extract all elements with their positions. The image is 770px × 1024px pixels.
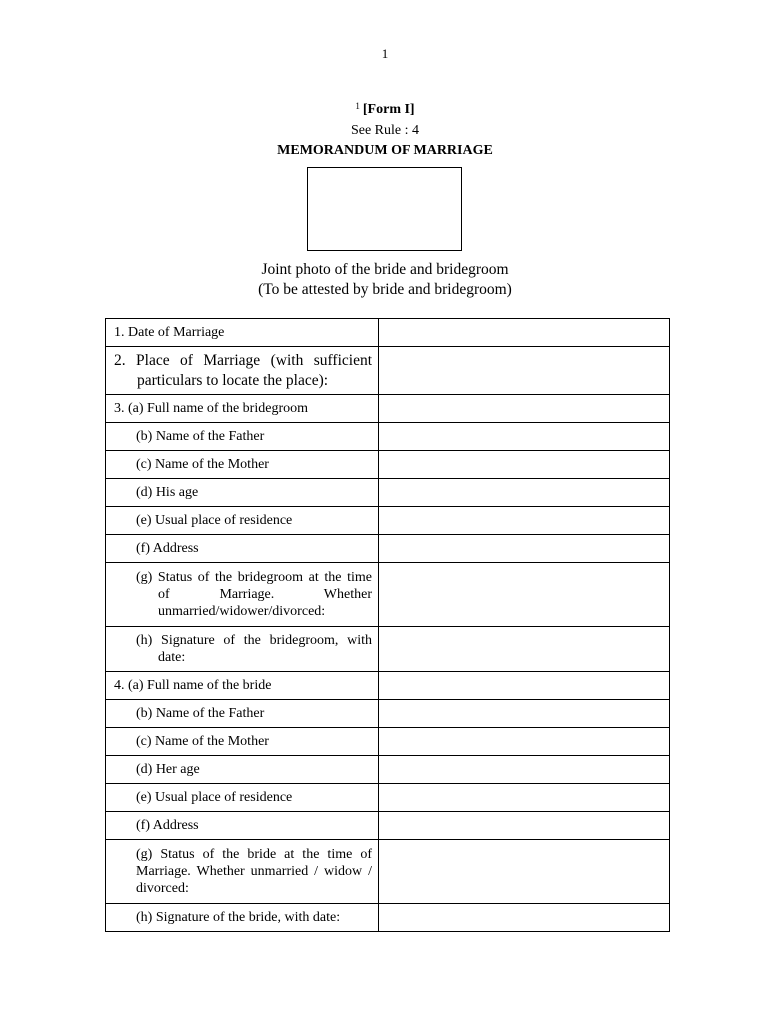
bridegroom-age-field[interactable]	[379, 479, 670, 507]
date-of-marriage-label: 1. Date of Marriage	[114, 325, 225, 340]
row-label-cell	[106, 319, 379, 347]
bride-father-label: (b) Name of the Father	[136, 706, 265, 721]
table-row	[106, 812, 670, 840]
bride-father-field[interactable]	[379, 700, 670, 728]
photo-caption	[0, 260, 770, 300]
bride-residence-label: (e) Usual place of residence	[136, 790, 293, 805]
table-row	[106, 672, 670, 700]
footnote-mark: 1	[355, 101, 360, 111]
row-label-cell	[106, 395, 379, 423]
row-label-cell	[106, 840, 379, 904]
place-of-marriage-label: 2. Place of Marriage (with sufficient particulars to locate the place):	[114, 351, 372, 389]
bridegroom-full-name-label: 3. (a) Full name of the bridegroom	[114, 401, 309, 416]
bride-signature-label: (h) Signature of the bride, with date:	[136, 910, 341, 925]
table-row	[106, 535, 670, 563]
table-row	[106, 423, 670, 451]
bridegroom-residence-label: (e) Usual place of residence	[136, 513, 293, 528]
bride-signature-field[interactable]	[379, 904, 670, 932]
table-row	[106, 563, 670, 627]
row-label-cell	[106, 347, 379, 395]
row-label-cell	[106, 672, 379, 700]
table-row	[106, 507, 670, 535]
bridegroom-father-field[interactable]	[379, 423, 670, 451]
bridegroom-age-label: (d) His age	[136, 485, 199, 500]
row-label-cell	[106, 563, 379, 627]
bride-address-label: (f) Address	[136, 818, 199, 833]
bride-age-field[interactable]	[379, 756, 670, 784]
table-row	[106, 347, 670, 395]
row-label-cell	[106, 507, 379, 535]
bride-residence-field[interactable]	[379, 784, 670, 812]
bridegroom-address-label: (f) Address	[136, 541, 199, 556]
form-reference	[0, 96, 770, 120]
row-label-cell	[106, 423, 379, 451]
bridegroom-status-field[interactable]	[379, 563, 670, 627]
place-of-marriage-field[interactable]	[379, 347, 670, 395]
row-label-cell	[106, 812, 379, 840]
bride-mother-field[interactable]	[379, 728, 670, 756]
table-row	[106, 728, 670, 756]
bridegroom-mother-label: (c) Name of the Mother	[136, 457, 269, 472]
page-number: 1	[381, 46, 389, 61]
bridegroom-address-field[interactable]	[379, 535, 670, 563]
table-row	[106, 627, 670, 672]
row-label-cell	[106, 451, 379, 479]
table-row	[106, 840, 670, 904]
form-header	[0, 96, 770, 161]
row-label-cell	[106, 784, 379, 812]
photo-caption-line-2: (To be attested by bride and bridegroom)	[258, 281, 512, 298]
bridegroom-residence-field[interactable]	[379, 507, 670, 535]
photo-caption-line-1: Joint photo of the bride and bridegroom	[261, 261, 509, 278]
memorandum-table	[105, 318, 670, 932]
table-row	[106, 479, 670, 507]
joint-photo-box[interactable]	[307, 167, 462, 251]
table-row	[106, 700, 670, 728]
table-row	[106, 784, 670, 812]
bride-address-field[interactable]	[379, 812, 670, 840]
bridegroom-father-label: (b) Name of the Father	[136, 429, 265, 444]
date-of-marriage-field[interactable]	[379, 319, 670, 347]
bridegroom-signature-field[interactable]	[379, 627, 670, 672]
bride-status-label: (g) Status of the bride at the time of Marriage. Whether unmarried / widow / divorced:	[136, 847, 372, 896]
bridegroom-mother-field[interactable]	[379, 451, 670, 479]
bride-age-label: (d) Her age	[136, 762, 200, 777]
document-title: MEMORANDUM OF MARRIAGE	[277, 143, 493, 158]
row-label-cell	[106, 904, 379, 932]
row-label-cell	[106, 627, 379, 672]
bride-full-name-label: 4. (a) Full name of the bride	[114, 678, 272, 693]
row-label-cell	[106, 700, 379, 728]
bride-full-name-field[interactable]	[379, 672, 670, 700]
row-label-cell	[106, 756, 379, 784]
bridegroom-status-label: (g) Status of the bridegroom at the time of Marriage. Whether unmarried/widower/divorced:	[136, 570, 372, 619]
table-row	[106, 451, 670, 479]
row-label-cell	[106, 535, 379, 563]
bride-mother-label: (c) Name of the Mother	[136, 734, 269, 749]
form-label: [Form I]	[362, 102, 415, 117]
rule-reference: See Rule : 4	[350, 123, 420, 138]
bride-status-field[interactable]	[379, 840, 670, 904]
table-row	[106, 319, 670, 347]
bridegroom-signature-label: (h) Signature of the bridegroom, with date:	[136, 633, 372, 665]
row-label-cell	[106, 728, 379, 756]
table-row	[106, 756, 670, 784]
bridegroom-full-name-field[interactable]	[379, 395, 670, 423]
row-label-cell	[106, 479, 379, 507]
table-row	[106, 904, 670, 932]
table-row	[106, 395, 670, 423]
